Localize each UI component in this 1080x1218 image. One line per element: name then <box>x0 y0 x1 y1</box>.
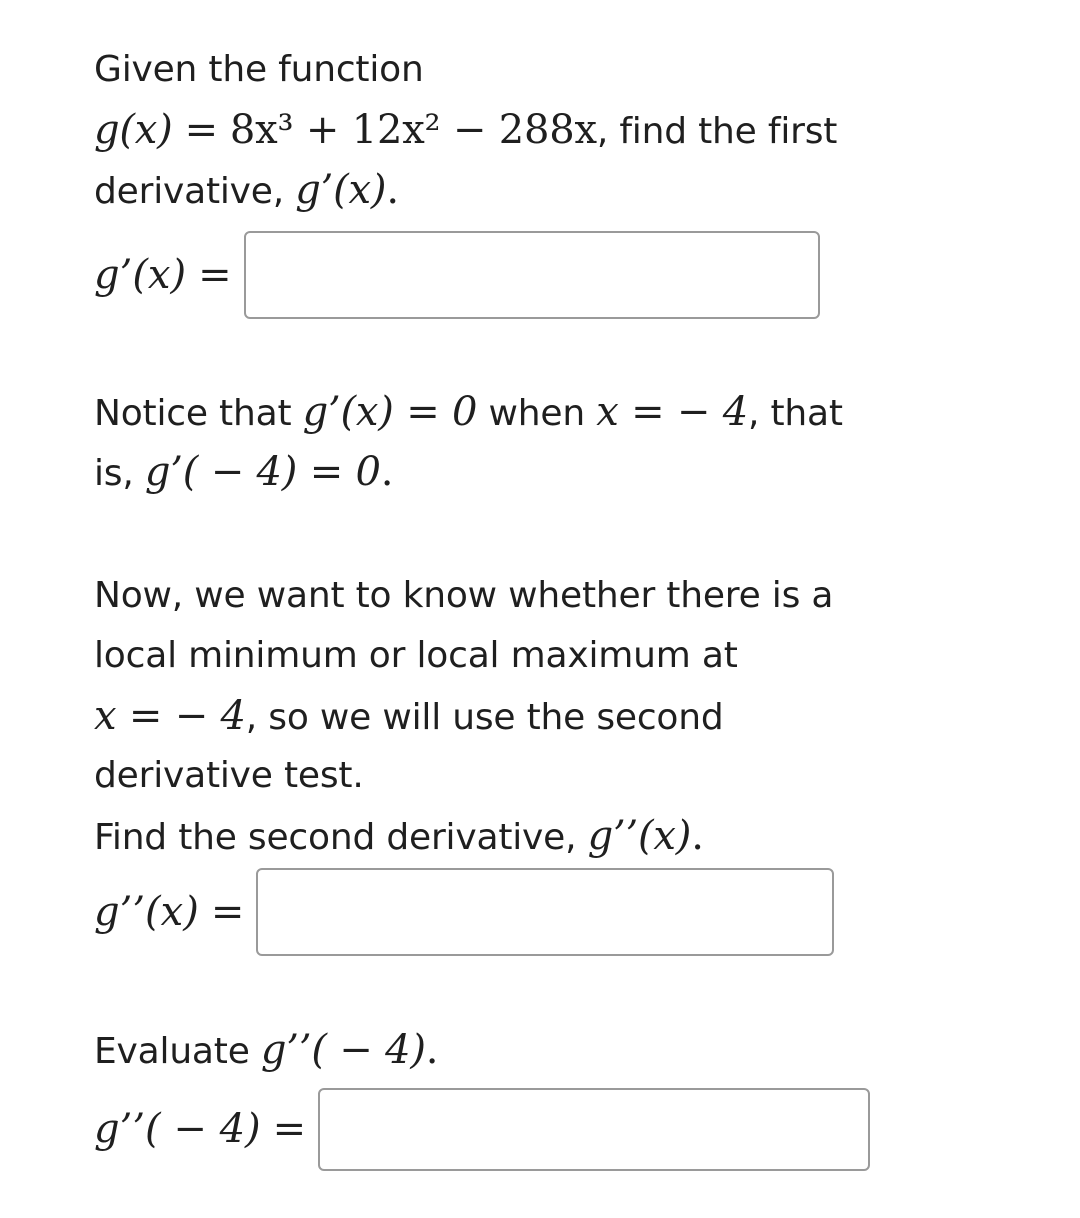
function-equals: = <box>184 107 218 153</box>
now-line-3 <box>94 686 833 746</box>
equals-sign: = <box>198 252 232 298</box>
second-derivative-input[interactable] <box>256 868 834 956</box>
function-line <box>94 100 837 160</box>
notice-text-2: when <box>477 393 597 434</box>
now-line-2: local minimum or local maximum at <box>94 635 738 676</box>
notice-text-4: is, <box>94 453 145 494</box>
first-derivative-symbol: g’(x) <box>295 167 387 213</box>
function-definition <box>94 107 597 153</box>
evaluate-expression: g’’( − 4) <box>260 1027 426 1073</box>
second-derivative-lhs: g’’(x) <box>94 889 199 935</box>
now-expression: x = − 4 <box>94 693 246 739</box>
first-derivative-input[interactable] <box>244 231 820 319</box>
derivative-line <box>94 160 837 220</box>
problem-statement <box>94 40 837 220</box>
notice-expression-2: x = − 4 <box>596 389 749 435</box>
period: . <box>425 1027 439 1073</box>
function-label: g(x) <box>94 107 173 153</box>
equals-sign: = <box>210 889 245 935</box>
now-line-4: derivative test. <box>94 755 364 796</box>
notice-expression-3: g’( − 4) = 0 <box>144 449 381 495</box>
find-first-text: , find the first <box>596 111 838 152</box>
now-line-1: Now, we want to know whether there is a <box>94 575 834 616</box>
notice-line-2 <box>94 442 843 502</box>
notice-text-3: , that <box>748 393 843 434</box>
first-derivative-lhs: g’(x) <box>94 252 187 298</box>
second-derivative-paragraph <box>94 566 833 866</box>
evaluate-input[interactable] <box>318 1088 870 1171</box>
notice-paragraph <box>94 382 843 502</box>
evaluate-row <box>94 1086 870 1172</box>
intro-line <box>94 40 837 100</box>
first-derivative-row <box>94 232 820 318</box>
period: . <box>386 167 399 213</box>
notice-text-1: Notice that <box>94 393 303 434</box>
period: . <box>691 813 704 859</box>
second-derivative-row <box>94 869 834 955</box>
evaluate-line <box>94 1020 438 1080</box>
equals-sign: = <box>272 1106 307 1152</box>
derivative-text: derivative, <box>94 171 296 212</box>
intro-text: Given the function <box>94 49 424 90</box>
evaluate-paragraph <box>94 1020 438 1080</box>
function-expression: 8x³ + 12x² − 288x <box>229 107 597 153</box>
find-second-text: Find the second derivative, <box>94 817 588 858</box>
second-derivative-symbol: g’’(x) <box>587 813 692 859</box>
now-line-3-text: , so we will use the second <box>245 697 724 738</box>
period: . <box>380 449 394 495</box>
notice-line-1 <box>94 382 843 442</box>
evaluate-text: Evaluate <box>94 1031 261 1072</box>
evaluate-lhs: g’’( − 4) <box>94 1106 261 1152</box>
find-second-line <box>94 806 833 866</box>
notice-expression-1: g’(x) = 0 <box>302 389 478 435</box>
